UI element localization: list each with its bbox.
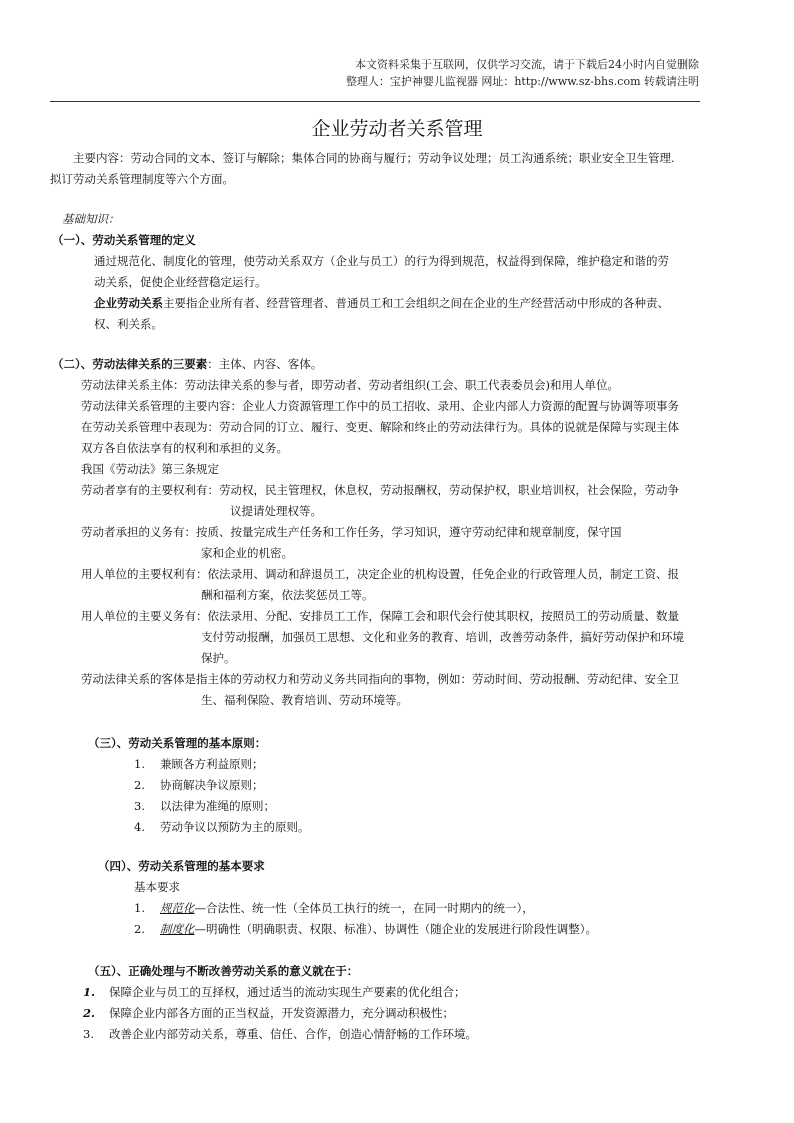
list-item — [134, 817, 310, 838]
list-item — [83, 1024, 477, 1045]
list-text: 保障企业内部各方面的正当权益，开发资源潜力，充分调动积极性； — [109, 1006, 454, 1020]
s2-line-1: 劳动法律关系主体：劳动法律关系的参与者，即劳动者、劳动者组织(工会、职工代表委员会)和用人单位。 — [81, 378, 619, 392]
s2-line-13: 支付劳动报酬，加强员工思想、文化和业务的教育、培训，改善劳动条件，搞好劳动保护和环境 — [201, 630, 684, 644]
list-text: 劳动争议以预防为主的原则。 — [160, 820, 310, 834]
list-number: 3. — [83, 1027, 94, 1041]
list-item — [134, 919, 597, 940]
list-text: 以法律为准绳的原则； — [160, 799, 275, 813]
s4-term-2: 制度化 — [160, 922, 195, 936]
list-item — [134, 775, 264, 796]
header-source: 整理人：宝护神婴儿监视器 网址：http://www.sz-bhs.com 转载请注明 — [345, 75, 699, 88]
s2-line-5: 我国《劳动法》第三条规定 — [81, 462, 219, 476]
list-text: —合法性、统一性（全体员工执行的统一，在同一时期内的统一）， — [194, 901, 534, 915]
s1-para1-line1: 通过规范化、制度化的管理，使劳动关系双方（企业与员工）的行为得到规范，权益得到保障，维护稳定和谐的劳 — [94, 254, 669, 268]
section-3-heading: （三）、劳动关系管理的基本原则： — [88, 736, 267, 750]
list-number: 2. — [83, 1006, 96, 1020]
s2-line-15: 劳动法律关系的客体是指主体的劳动权力和劳动义务共同指向的事物，例如：劳动时间、劳动报酬、劳动纪律、安全卫 — [81, 672, 679, 686]
list-number: 1. — [134, 901, 145, 915]
s2-line-12: 用人单位的主要义务有：依法录用、分配、安排员工工作，保障工会和职代会行使其职权，按照员工的劳动质量、数量 — [81, 609, 679, 623]
s1-para2-line1 — [94, 293, 669, 314]
list-text: 兼顾各方利益原则； — [160, 757, 264, 771]
section-2-heading-bold: （二）、劳动法律关系的三要素 — [52, 357, 208, 371]
list-item — [83, 982, 466, 1003]
list-text: 保障企业与员工的互择权，通过适当的流动实现生产要素的优化组合； — [109, 985, 466, 999]
s4-term-1: 规范化 — [160, 901, 195, 915]
list-text: 改善企业内部劳动关系，尊重、信任、合作，创造心情舒畅的工作环境。 — [109, 1027, 477, 1041]
list-item — [134, 898, 534, 919]
header-disclaimer: 本文资料采集于互联网，仅供学习交流，请于下载后24小时内自觉删除 — [355, 58, 699, 71]
page-title: 企业劳动者关系管理 — [311, 118, 483, 140]
s2-line-7: 议提请处理权等。 — [230, 504, 322, 518]
section-5-heading: （五）、正确处理与不断改善劳动关系的意义就在于： — [88, 964, 359, 978]
s2-line-14: 保护。 — [201, 651, 236, 665]
s2-line-16: 生、福利保险、教育培训、劳动环境等。 — [201, 693, 408, 707]
s2-line-3: 在劳动关系管理中表现为：劳动合同的订立、履行、变更、解除和终止的劳动法律行为。具体的说就是保障与实现主体 — [81, 420, 679, 434]
list-number: 4. — [134, 820, 145, 834]
s2-line-4: 双方各自依法享有的权利和承担的义务。 — [81, 441, 288, 455]
s2-line-8: 劳动者承担的义务有：按质、按量完成生产任务和工作任务，学习知识，遵守劳动纪律和规章制度，保守国 — [81, 525, 622, 539]
s2-line-2: 劳动法律关系管理的主要内容：企业人力资源管理工作中的员工招收、录用、企业内部人力资源的配置与协调等项事务 — [81, 399, 679, 413]
list-number: 2. — [134, 922, 145, 936]
section-4-heading: （四）、劳动关系管理的基本要求 — [98, 859, 265, 873]
list-item — [134, 754, 264, 775]
section-2-heading-rest: ：主体、内容、客体。 — [207, 357, 323, 371]
basics-label: 基础知识： — [62, 212, 120, 226]
intro-line-2: 拟订劳动关系管理制度等六个方面。 — [50, 172, 234, 186]
s1-term: 企业劳动关系 — [94, 296, 163, 310]
list-number: 1. — [134, 757, 145, 771]
list-number: 3. — [134, 799, 145, 813]
list-item — [83, 1003, 454, 1024]
list-text: 协商解决争议原则； — [160, 778, 264, 792]
s2-line-11: 酬和福利方案，依法奖惩员工等。 — [201, 588, 374, 602]
s4-subheading: 基本要求 — [134, 880, 180, 894]
list-item — [134, 796, 275, 817]
s1-para2-text: 主要指企业所有者、经营管理者、普通员工和工会组织之间在企业的生产经营活动中形成的各种责、 — [163, 296, 669, 310]
header-divider — [50, 101, 700, 102]
section-2-heading — [52, 354, 322, 375]
s2-line-9: 家和企业的机密。 — [201, 546, 293, 560]
section-1-heading: （一）、劳动关系管理的定义 — [52, 233, 196, 247]
s1-para1-line2: 动关系，促使企业经营稳定运行。 — [94, 275, 267, 289]
s2-line-6: 劳动者享有的主要权利有：劳动权，民主管理权，休息权，劳动报酬权，劳动保护权，职业培训权，社会保险，劳动争 — [81, 483, 679, 497]
s1-para2-line2: 权、利关系。 — [94, 317, 163, 331]
s2-line-10: 用人单位的主要权利有：依法录用、调动和辞退员工，决定企业的机构设置，任免企业的行政管理人员，制定工资、报 — [81, 567, 679, 581]
intro-line-1: 主要内容：劳动合同的文本、签订与解除；集体合同的协商与履行；劳动争议处理；员工沟通系统；职业安全卫生管理. — [73, 151, 675, 165]
list-text: —明确性（明确职责、权限、标准）、协调性（随企业的发展进行阶段性调整）。 — [194, 922, 597, 936]
list-number: 1. — [83, 985, 96, 999]
list-number: 2. — [134, 778, 145, 792]
